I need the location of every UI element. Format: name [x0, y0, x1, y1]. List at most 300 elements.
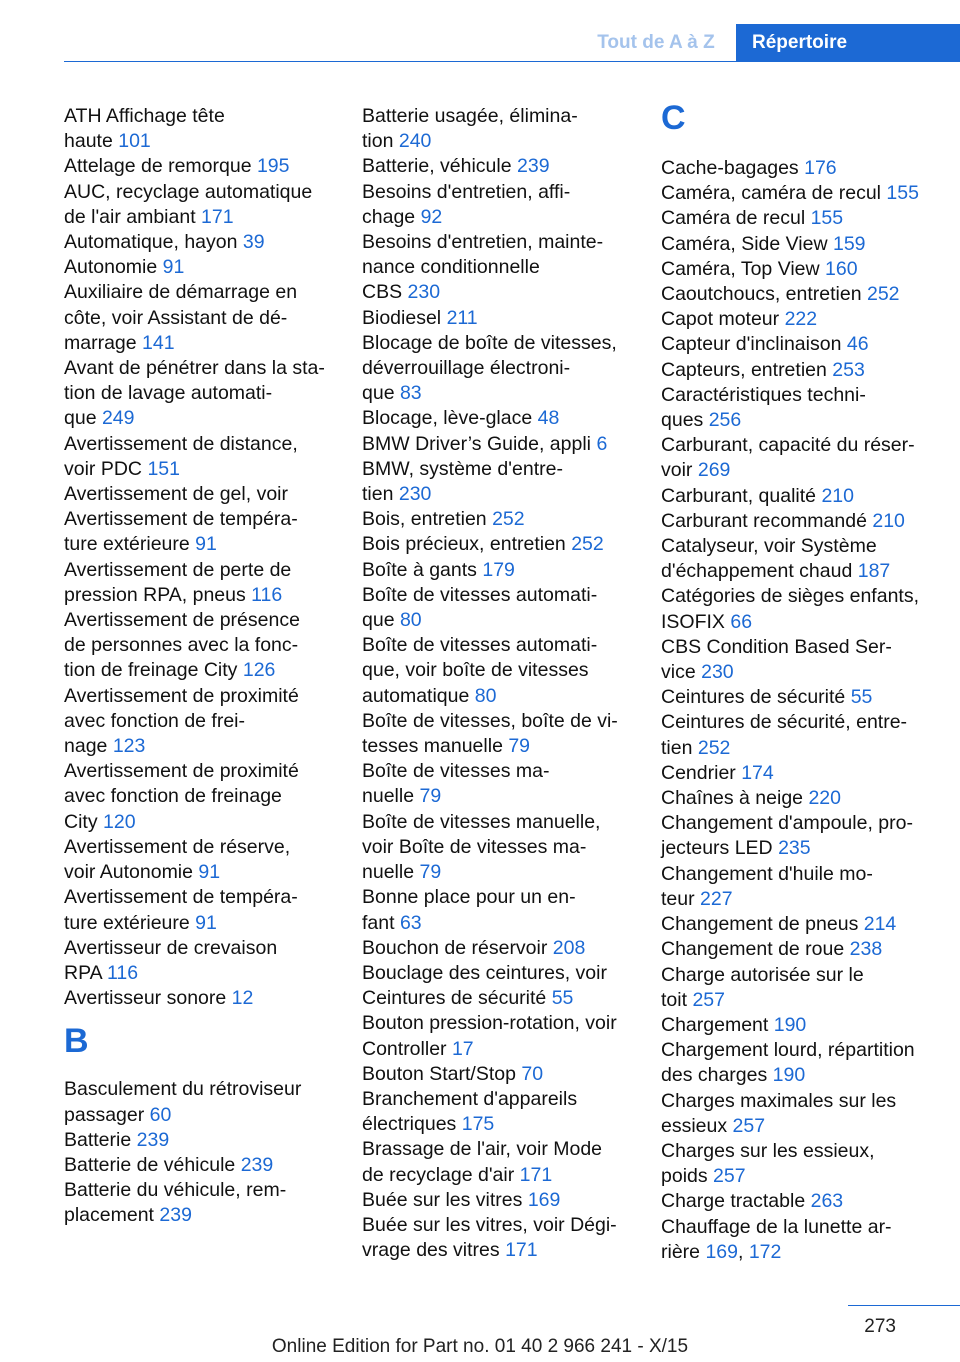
index-entry-text: BMW, système d'entre- [362, 457, 563, 480]
page-link[interactable]: 46 [846, 333, 869, 356]
index-entry-text: passager 60 [64, 1103, 172, 1126]
index-entry-text: Avertissement de distance, [64, 432, 298, 455]
page-link[interactable]: 210 [872, 509, 905, 532]
index-entry-text: nance conditionnelle [362, 256, 540, 279]
index-entry-text: Avertissement de perte de [64, 558, 292, 581]
index-entry [362, 1087, 634, 1137]
index-entry-text: Batterie de véhicule 239 [64, 1153, 274, 1176]
index-entry-text: Boîte de vitesses manuelle, [362, 810, 601, 833]
index-entry [661, 811, 933, 861]
page-link[interactable]: 79 [419, 861, 442, 884]
index-entry [64, 608, 336, 684]
page-number: 273 [864, 1316, 896, 1337]
index-entry-text: Ceintures de sécurité 55 [362, 987, 574, 1010]
index-entry [362, 961, 634, 1011]
index-entry-text: Controller 17 [362, 1037, 474, 1060]
page-link[interactable]: 171 [505, 1239, 538, 1262]
page-link[interactable]: 101 [118, 130, 151, 153]
index-entry [661, 635, 933, 685]
index-entry-text: voir 269 [661, 459, 731, 482]
index-entry-text: Boîte de vitesses, boîte de vi- [362, 709, 618, 732]
index-entry-text: City 120 [64, 810, 136, 833]
index-column-2 [362, 104, 634, 1263]
index-entry-text: nage 123 [64, 735, 146, 758]
index-entry [64, 255, 336, 280]
index-entry-text: Bonne place pour un en- [362, 886, 576, 909]
index-entry-text: Caoutchoucs, entretien 252 [661, 283, 900, 306]
page-link[interactable]: 256 [708, 409, 742, 432]
index-entry-text: avec fonction de frei- [64, 709, 246, 732]
page-link[interactable]: 210 [821, 484, 854, 507]
page-link[interactable]: 91 [195, 911, 217, 934]
page-link[interactable]: 155 [886, 182, 919, 205]
index-entry [362, 583, 634, 633]
index-entry [64, 432, 336, 482]
index-entry-text: déverrouillage électroni- [362, 357, 571, 380]
index-entry [661, 358, 933, 383]
index-entry-text: Blocage de boîte de vitesses, [362, 331, 617, 354]
index-entry-text: Besoins d'entretien, affi- [362, 180, 571, 203]
index-entry-text: ture extérieure 91 [64, 911, 217, 934]
index-entry [362, 230, 634, 306]
index-entry [362, 1137, 634, 1187]
page-link[interactable]: 171 [519, 1163, 553, 1186]
page-link[interactable]: 12 [231, 987, 254, 1010]
index-entry [661, 963, 933, 1013]
index-entry [362, 1188, 634, 1213]
page-link[interactable]: 230 [407, 281, 441, 304]
page-link[interactable]: 230 [398, 483, 432, 506]
page-link[interactable]: 253 [832, 358, 865, 381]
index-entry-text: Carburant, qualité 210 [661, 484, 854, 507]
index-entry-text: Charge tractable 263 [661, 1190, 844, 1213]
index-entry-text: Catalyseur, voir Système [661, 535, 877, 558]
index-entry-text: Autonomie 91 [64, 256, 185, 279]
page-link[interactable]: 126 [242, 659, 276, 682]
index-entry-text: Bouclage des ceintures, voir [362, 961, 607, 984]
index-entry-text: Charge autorisée sur le [661, 963, 864, 986]
index-entry-text: Avertissement de présence [64, 609, 300, 632]
page-link[interactable]: 239 [240, 1153, 274, 1176]
page-link[interactable]: 79 [419, 785, 442, 808]
index-entry-text: Avertissement de tempéra- [64, 508, 298, 531]
page-separator: , [737, 1240, 749, 1263]
index-entry-text: Capteur d'inclinaison 46 [661, 333, 869, 356]
page-link[interactable]: 222 [784, 308, 818, 331]
page-link[interactable]: 17 [451, 1037, 474, 1060]
index-entry [362, 532, 634, 557]
chapter-tab[interactable]: Répertoire [736, 24, 960, 62]
index-entry [661, 257, 933, 282]
page-link[interactable]: 55 [850, 686, 873, 709]
index-entry [661, 509, 933, 534]
page-link[interactable]: 239 [159, 1204, 192, 1227]
index-entry [362, 432, 634, 457]
index-entry-text: Avertissement de tempéra- [64, 886, 298, 909]
page-link[interactable]: 91 [198, 861, 221, 884]
index-entry-text: Avertisseur de crevaison [64, 936, 278, 959]
header-bar [64, 24, 960, 62]
index-entry [661, 282, 933, 307]
index-entry [661, 383, 933, 433]
page-link[interactable]: 176 [804, 157, 837, 179]
index-entry-text: Capteurs, entretien 253 [661, 358, 865, 381]
index-entry [661, 181, 933, 206]
index-entry [661, 307, 933, 332]
page-link[interactable]: 169 [527, 1188, 561, 1211]
index-entry-text: vice 230 [661, 661, 734, 684]
page-link[interactable]: 66 [730, 610, 753, 633]
index-entry [661, 1038, 933, 1088]
index-entry-text: Avant de pénétrer dans la sta- [64, 357, 325, 380]
index-entry-text: de l'air ambiant 171 [64, 205, 234, 228]
page-link[interactable]: 195 [256, 155, 290, 178]
index-entry-text: que 249 [64, 407, 135, 430]
index-entry-text: Avertissement de gel, voir [64, 483, 288, 506]
index-entry-text: rière 169, 172 [661, 1240, 782, 1263]
page-link[interactable]: 249 [101, 407, 135, 430]
index-entry [64, 104, 336, 154]
index-entry-text: voir Autonomie 91 [64, 861, 221, 884]
page-link[interactable]: 48 [537, 407, 560, 430]
index-entry-text: Caméra de recul 155 [661, 207, 844, 230]
index-entry [661, 786, 933, 811]
section-tab[interactable]: Tout de A à Z [597, 32, 715, 53]
index-entry-text: Chargement lourd, répartition [661, 1039, 915, 1062]
index-entry [362, 633, 634, 709]
page-link[interactable]: 169 [705, 1240, 738, 1263]
page-link[interactable]: 116 [107, 961, 139, 984]
index-entry [64, 936, 336, 986]
index-entry-text: Auxiliaire de démarrage en [64, 281, 298, 304]
index-entry-text: fant 63 [362, 911, 422, 934]
index-entry [64, 280, 336, 356]
index-entry [64, 558, 336, 608]
index-entry-text: nuelle 79 [362, 861, 442, 884]
index-entry-text: Boîte de vitesses automati- [362, 583, 598, 606]
index-entry [661, 156, 933, 181]
index-entry [362, 936, 634, 961]
index-column-1 [64, 104, 336, 1229]
index-entry-text: tion de freinage City 126 [64, 659, 276, 682]
index-entry [362, 1062, 634, 1087]
index-entry-text: Blocage, lève-glace 48 [362, 407, 560, 430]
index-entry-text: électriques 175 [362, 1113, 495, 1136]
index-entry-text: Besoins d'entretien, mainte- [362, 231, 604, 254]
index-entry-text: de personnes avec la fonc- [64, 634, 299, 657]
index-entry-text: nuelle 79 [362, 785, 442, 808]
index-entry [64, 835, 336, 885]
index-columns [64, 99, 934, 1264]
index-entry [661, 206, 933, 231]
index-entry [362, 406, 634, 431]
index-entry-text: marrage 141 [64, 331, 175, 354]
index-entry-text: Caractéristiques techni- [661, 383, 866, 406]
page-link[interactable]: 257 [692, 988, 725, 1011]
page-link[interactable]: 174 [741, 761, 774, 784]
index-entry [661, 937, 933, 962]
index-entry-text: toit 257 [661, 988, 725, 1011]
page-link[interactable]: 252 [571, 533, 604, 556]
index-entry-text: Caméra, Side View 159 [661, 232, 866, 255]
page-link[interactable]: 187 [857, 560, 891, 583]
index-entry [362, 331, 634, 407]
index-entry [661, 534, 933, 584]
index-entry-text: Carburant, capacité du réser- [661, 434, 915, 457]
index-entry-text: Avertissement de proximité [64, 760, 299, 783]
page-link[interactable]: 172 [748, 1240, 782, 1263]
page-link[interactable]: 91 [195, 533, 217, 556]
index-entry-text: placement 239 [64, 1204, 192, 1227]
index-entry [362, 810, 634, 886]
index-entry [362, 709, 634, 759]
index-entry-text: RPA 116 [64, 961, 139, 984]
index-entry [362, 1213, 634, 1263]
index-entry-text: tion de lavage automati- [64, 382, 273, 405]
page-link[interactable]: 208 [552, 936, 586, 959]
index-entry-text: Bois précieux, entretien 252 [362, 533, 604, 556]
index-entry-text: que 80 [362, 609, 422, 632]
page-link[interactable]: 80 [399, 609, 422, 632]
page-link[interactable]: 269 [697, 459, 731, 482]
page-link[interactable]: 55 [551, 987, 574, 1010]
index-entry-text: Biodiesel 211 [362, 306, 478, 329]
index-entry-text: Boîte de vitesses ma- [362, 760, 550, 783]
page-link[interactable]: 239 [517, 155, 550, 178]
index-entry [362, 180, 634, 230]
index-entry-text: des charges 190 [661, 1064, 806, 1087]
index-entry-text: Boîte à gants 179 [362, 558, 515, 581]
index-entry [64, 684, 336, 760]
index-entry [661, 710, 933, 760]
index-entry-text: Attelage de remorque 195 [64, 155, 290, 178]
index-letter-heading: C [661, 99, 686, 137]
index-entry [64, 1077, 336, 1127]
index-entry-text: Brassage de l'air, voir Mode [362, 1138, 603, 1161]
index-entry [362, 558, 634, 583]
index-entry [661, 584, 933, 634]
index-entry-text: Ceintures de sécurité 55 [661, 686, 873, 709]
index-entry-text: Carburant recommandé 210 [661, 509, 905, 532]
index-entry-text: Cendrier 174 [661, 761, 774, 784]
index-entry-text: Batterie usagée, élimina- [362, 105, 578, 127]
index-entry-text: Branchement d'appareils [362, 1087, 578, 1110]
index-entry-text: Changement d'huile mo- [661, 862, 873, 885]
index-entry [661, 862, 933, 912]
index-entry-text: que 83 [362, 382, 422, 405]
page-link[interactable]: 141 [142, 331, 175, 354]
page-link[interactable]: 70 [521, 1062, 544, 1085]
index-entry [661, 433, 933, 483]
index-entry-text: ques 256 [661, 409, 742, 432]
index-entry [64, 1178, 336, 1228]
index-entry-text: Caméra, Top View 160 [661, 257, 858, 280]
page-link[interactable]: 220 [808, 787, 841, 810]
page-link[interactable]: 120 [103, 810, 136, 833]
index-entry-text: Catégories de sièges enfants, [661, 585, 919, 608]
index-entry [661, 1139, 933, 1189]
index-column-3 [661, 99, 933, 1265]
index-entry-text: ISOFIX 66 [661, 610, 753, 633]
index-entry-text: teur 227 [661, 887, 733, 910]
page-link[interactable]: 123 [112, 735, 146, 758]
index-entry [661, 1215, 933, 1265]
page-link[interactable]: 252 [697, 736, 731, 759]
page-link[interactable]: 91 [162, 256, 185, 279]
page-link[interactable]: 238 [849, 938, 883, 961]
index-entry-text: Basculement du rétroviseur [64, 1078, 302, 1101]
index-entry-text: Ceintures de sécurité, entre- [661, 711, 908, 734]
index-entry-text: d'échappement chaud 187 [661, 560, 891, 583]
index-entry-text: Chauffage de la lunette ar- [661, 1215, 892, 1238]
page-link[interactable]: 155 [810, 207, 844, 230]
index-entry [661, 761, 933, 786]
page-link[interactable]: 92 [420, 205, 443, 228]
index-entry [362, 457, 634, 507]
index-entry-text: Buée sur les vitres, voir Dégi- [362, 1213, 617, 1236]
index-entry-text: pression RPA, pneus 116 [64, 583, 283, 606]
index-entry-text: que, voir boîte de vitesses [362, 659, 589, 682]
page-link[interactable]: 60 [149, 1103, 172, 1126]
index-entry [64, 1153, 336, 1178]
index-entry-text: haute 101 [64, 130, 151, 153]
index-entry-text: CBS 230 [362, 281, 441, 304]
index-entry-text: AUC, recyclage automatique [64, 180, 313, 203]
index-entry [64, 885, 336, 935]
page-link[interactable]: 227 [700, 887, 733, 910]
index-entry [64, 180, 336, 230]
index-entry-text: voir PDC 151 [64, 457, 180, 480]
index-entry-text: Boîte de vitesses automati- [362, 634, 598, 657]
page-link[interactable]: 63 [399, 911, 422, 934]
page-link[interactable]: 79 [508, 735, 531, 758]
page-link[interactable]: 252 [492, 508, 525, 531]
index-entry-text: Changement de roue 238 [661, 938, 883, 961]
page-link[interactable]: 239 [136, 1128, 170, 1151]
index-entry [362, 507, 634, 532]
index-entry-text: Changement de pneus 214 [661, 913, 897, 936]
index-entry-text: voir Boîte de vitesses ma- [362, 835, 587, 858]
index-letter-heading: B [64, 1022, 89, 1061]
index-entry [661, 1189, 933, 1214]
page-link[interactable]: 190 [773, 1013, 807, 1036]
index-entry-text: ATH Affichage tête [64, 105, 225, 127]
index-entry-text: tien 230 [362, 483, 432, 506]
index-entry-text: Charges maximales sur les [661, 1089, 897, 1112]
index-entry-text: Buée sur les vitres 169 [362, 1188, 561, 1211]
index-entry [362, 885, 634, 935]
page-link[interactable]: 263 [810, 1190, 844, 1213]
index-entry-text: automatique 80 [362, 684, 497, 707]
index-entry-text: Avertissement de réserve, [64, 835, 291, 858]
index-entry-text: Cache-bagages 176 [661, 157, 837, 179]
page-link[interactable]: 151 [147, 457, 180, 480]
index-entry-text: jecteurs LED 235 [661, 837, 811, 860]
page-link[interactable]: 252 [866, 283, 900, 306]
index-entry-text: chage 92 [362, 205, 443, 228]
index-entry [362, 759, 634, 809]
index-entry [362, 104, 634, 154]
page-link[interactable]: 230 [701, 661, 734, 684]
index-entry [362, 306, 634, 331]
index-entry-text: Automatique, hayon 39 [64, 231, 265, 254]
index-entry-text: Bouton pression-rotation, voir [362, 1012, 617, 1035]
index-entry-text: BMW Driver’s Guide, appli 6 [362, 432, 608, 455]
index-entry-text: côte, voir Assistant de dé- [64, 306, 288, 329]
index-entry-text: ture extérieure 91 [64, 533, 217, 556]
page-link[interactable]: 83 [399, 382, 422, 405]
footer-rule [848, 1305, 960, 1306]
page-link[interactable]: 39 [242, 231, 265, 254]
index-entry [661, 912, 933, 937]
index-entry-text: Avertisseur sonore 12 [64, 987, 254, 1010]
index-entry [64, 986, 336, 1011]
index-entry-text: tesses manuelle 79 [362, 735, 531, 758]
index-entry [661, 1013, 933, 1038]
index-entry-text: tien 252 [661, 736, 731, 759]
page-link[interactable]: 211 [446, 306, 478, 329]
index-entry [64, 154, 336, 179]
page-link[interactable]: 6 [596, 432, 608, 455]
index-entry [64, 230, 336, 255]
index-entry-text: de recyclage d'air 171 [362, 1163, 553, 1186]
index-entry-text: vrage des vitres 171 [362, 1239, 538, 1262]
index-entry [661, 1089, 933, 1139]
page-link[interactable]: 257 [713, 1165, 746, 1188]
index-entry-text: Bois, entretien 252 [362, 508, 525, 531]
index-entry-text: Avertissement de proximité [64, 684, 299, 707]
index-entry-text: Chaînes à neige 220 [661, 787, 841, 810]
page-link[interactable]: 235 [778, 837, 811, 860]
index-entry-text: Charges sur les essieux, [661, 1139, 875, 1162]
index-entry-text: Batterie, véhicule 239 [362, 155, 550, 178]
index-entry-text: Batterie 239 [64, 1128, 170, 1151]
index-entry-text: Caméra, caméra de recul 155 [661, 182, 919, 205]
index-entry [661, 685, 933, 710]
index-entry-text: tion 240 [362, 130, 432, 153]
footer-edition-text: Online Edition for Part no. 01 40 2 966 241 - X/15 [271, 1336, 689, 1357]
page-link[interactable]: 214 [863, 913, 897, 936]
page-link[interactable]: 240 [398, 130, 432, 153]
index-entry [661, 332, 933, 357]
index-entry-text: Bouton Start/Stop 70 [362, 1062, 544, 1085]
index-entry-text: CBS Condition Based Ser- [661, 635, 892, 658]
index-entry-text: essieux 257 [661, 1114, 766, 1137]
page-link[interactable]: 80 [474, 684, 497, 707]
index-entry-text: avec fonction de freinage [64, 785, 282, 808]
page-link[interactable]: 179 [482, 558, 515, 581]
index-entry [64, 1128, 336, 1153]
page-link[interactable]: 175 [461, 1113, 495, 1136]
page-link[interactable]: 171 [201, 205, 234, 228]
index-entry-text: poids 257 [661, 1165, 746, 1188]
page-link[interactable]: 160 [825, 257, 858, 280]
index-entry-text: Changement d'ampoule, pro- [661, 812, 913, 835]
page-link[interactable]: 116 [251, 583, 283, 606]
index-entry [661, 232, 933, 257]
index-entry-text: Chargement 190 [661, 1013, 807, 1036]
index-entry [64, 759, 336, 835]
index-entry [64, 356, 336, 432]
page-link[interactable]: 190 [772, 1064, 806, 1087]
index-entry [64, 482, 336, 558]
index-entry-text: Capot moteur 222 [661, 308, 818, 331]
page-link[interactable]: 159 [832, 232, 866, 255]
index-entry [661, 484, 933, 509]
index-entry [362, 154, 634, 179]
index-entry-text: Bouchon de réservoir 208 [362, 936, 586, 959]
page-link[interactable]: 257 [732, 1114, 766, 1137]
